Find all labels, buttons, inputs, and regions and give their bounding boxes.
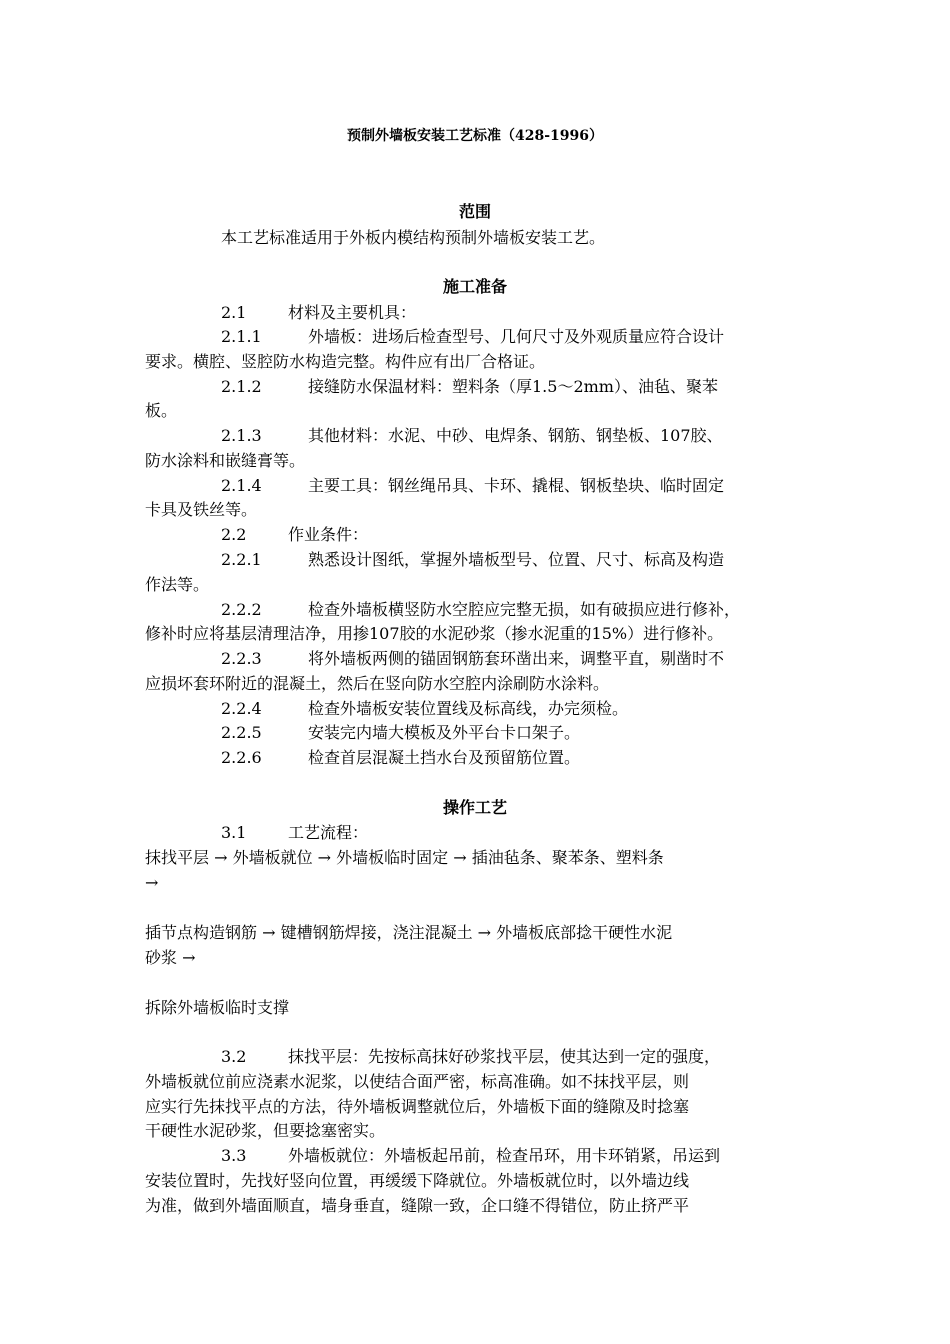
item-2-2-2-cont: 修补时应将基层清理洁净，用掺107胶的水泥砂浆（掺水泥重的15%）进行修补。 [145,624,724,643]
item-number: 2.2.2 [221,600,262,619]
item-number: 2.2.5 [221,723,262,742]
item-2-1-4-cont: 卡具及铁丝等。 [145,500,258,519]
item-number: 3.3 [221,1146,247,1165]
item-2-1-2 [221,377,718,397]
item-2-1-1 [221,327,724,347]
item-3-1 [221,823,368,843]
item-text: 检查外墙板安装位置线及标高线，办完须检。 [308,699,629,718]
process-flow-line-4: 砂浆 → [145,948,196,967]
item-2-1-2-cont: 板。 [145,401,178,420]
item-2-2-4 [221,699,628,719]
process-flow-line-1: 抹找平层 → 外墙板就位 → 外墙板临时固定 → 插油毡条、聚苯条、塑料条 [145,848,664,867]
section-heading-preparation: 施工准备 [442,277,507,296]
item-2-2-2 [221,600,740,620]
item-2-2-3 [221,649,724,669]
item-number: 2.2 [221,525,247,544]
item-text: 其他材料：水泥、中砂、电焊条、钢筋、钢垫板、107胶、 [308,426,723,445]
item-3-2-cont-2: 应实行先抹找平点的方法，待外墙板调整就位后，外墙板下面的缝隙及时捻塞 [145,1097,690,1116]
item-number: 2.2.1 [221,550,262,569]
item-text: 作业条件： [288,525,369,544]
item-number: 2.2.3 [221,649,262,668]
item-text: 外墙板：进场后检查型号、几何尺寸及外观质量应符合设计 [308,327,725,346]
item-text: 将外墙板两侧的锚固钢筋套环凿出来，调整平直，剔凿时不 [308,649,725,668]
item-number: 2.1.2 [221,377,262,396]
item-3-2-cont-3: 干硬性水泥砂浆，但要捻塞密实。 [145,1121,386,1140]
item-text: 熟悉设计图纸，掌握外墙板型号、位置、尺寸、标高及构造 [308,550,725,569]
item-2-1-1-cont: 要求。横腔、竖腔防水构造完整。构件应有出厂合格证。 [145,352,546,371]
item-2-1-3 [221,426,723,446]
process-flow-line-2: → [145,873,159,892]
item-text: 检查首层混凝土挡水台及预留筋位置。 [308,748,581,767]
item-2-2-5 [221,723,580,743]
item-3-3-cont-2: 为准，做到外墙面顺直，墙身垂直，缝隙一致，企口缝不得错位，防止挤严平 [145,1196,690,1215]
item-2-1 [221,303,416,323]
item-2-1-3-cont: 防水涂料和嵌缝膏等。 [145,451,306,470]
item-2-2-6 [221,748,580,768]
section-heading-operation: 操作工艺 [442,798,507,817]
item-number: 3.1 [221,823,247,842]
item-number: 2.2.6 [221,748,262,767]
item-text: 工艺流程： [288,823,369,842]
item-number: 2.2.4 [221,699,262,718]
item-text: 外墙板就位：外墙板起吊前，检查吊环，用卡环销紧，吊运到 [288,1146,721,1165]
item-2-2-1 [221,550,724,570]
item-text: 主要工具：钢丝绳吊具、卡环、撬棍、钢板垫块、临时固定 [308,476,725,495]
item-3-2 [221,1047,720,1067]
item-number: 3.2 [221,1047,247,1066]
item-text: 材料及主要机具： [288,303,417,322]
item-2-1-4 [221,476,724,496]
item-number: 2.1.3 [221,426,262,445]
item-text: 接缝防水保温材料：塑料条（厚1.5～2mm）、油毡、聚苯 [308,377,718,396]
item-text: 安装完内墙大模板及外平台卡口架子。 [308,723,581,742]
item-2-2-3-cont: 应损坏套环附近的混凝土，然后在竖向防水空腔内涂刷防水涂料。 [145,674,610,693]
item-3-3-cont-1: 安装位置时，先找好竖向位置，再缓缓下降就位。外墙板就位时，以外墙边线 [145,1171,690,1190]
item-2-2-1-cont: 作法等。 [145,575,210,594]
item-3-2-cont-1: 外墙板就位前应浇素水泥浆，以使结合面严密，标高准确。如不抹找平层，则 [145,1072,690,1091]
document-title: 预制外墙板安装工艺标准（428-1996） [347,128,603,144]
process-flow-line-3: 插节点构造钢筋 → 键槽钢筋焊接，浇注混凝土 → 外墙板底部捻干硬性水泥 [145,923,673,942]
item-number: 2.1.4 [221,476,262,495]
section-heading-scope: 范围 [458,202,491,221]
item-number: 2.1 [221,303,247,322]
scope-text: 本工艺标准适用于外板内模结构预制外墙板安装工艺。 [221,228,606,247]
item-number: 2.1.1 [221,327,262,346]
item-3-3 [221,1146,720,1166]
item-text: 检查外墙板横竖防水空腔应完整无损，如有破损应进行修补， [308,600,741,619]
item-2-2 [221,525,368,545]
process-flow-line-5: 拆除外墙板临时支撑 [145,998,290,1017]
item-text: 抹找平层：先按标高抹好砂浆找平层，使其达到一定的强度， [288,1047,721,1066]
